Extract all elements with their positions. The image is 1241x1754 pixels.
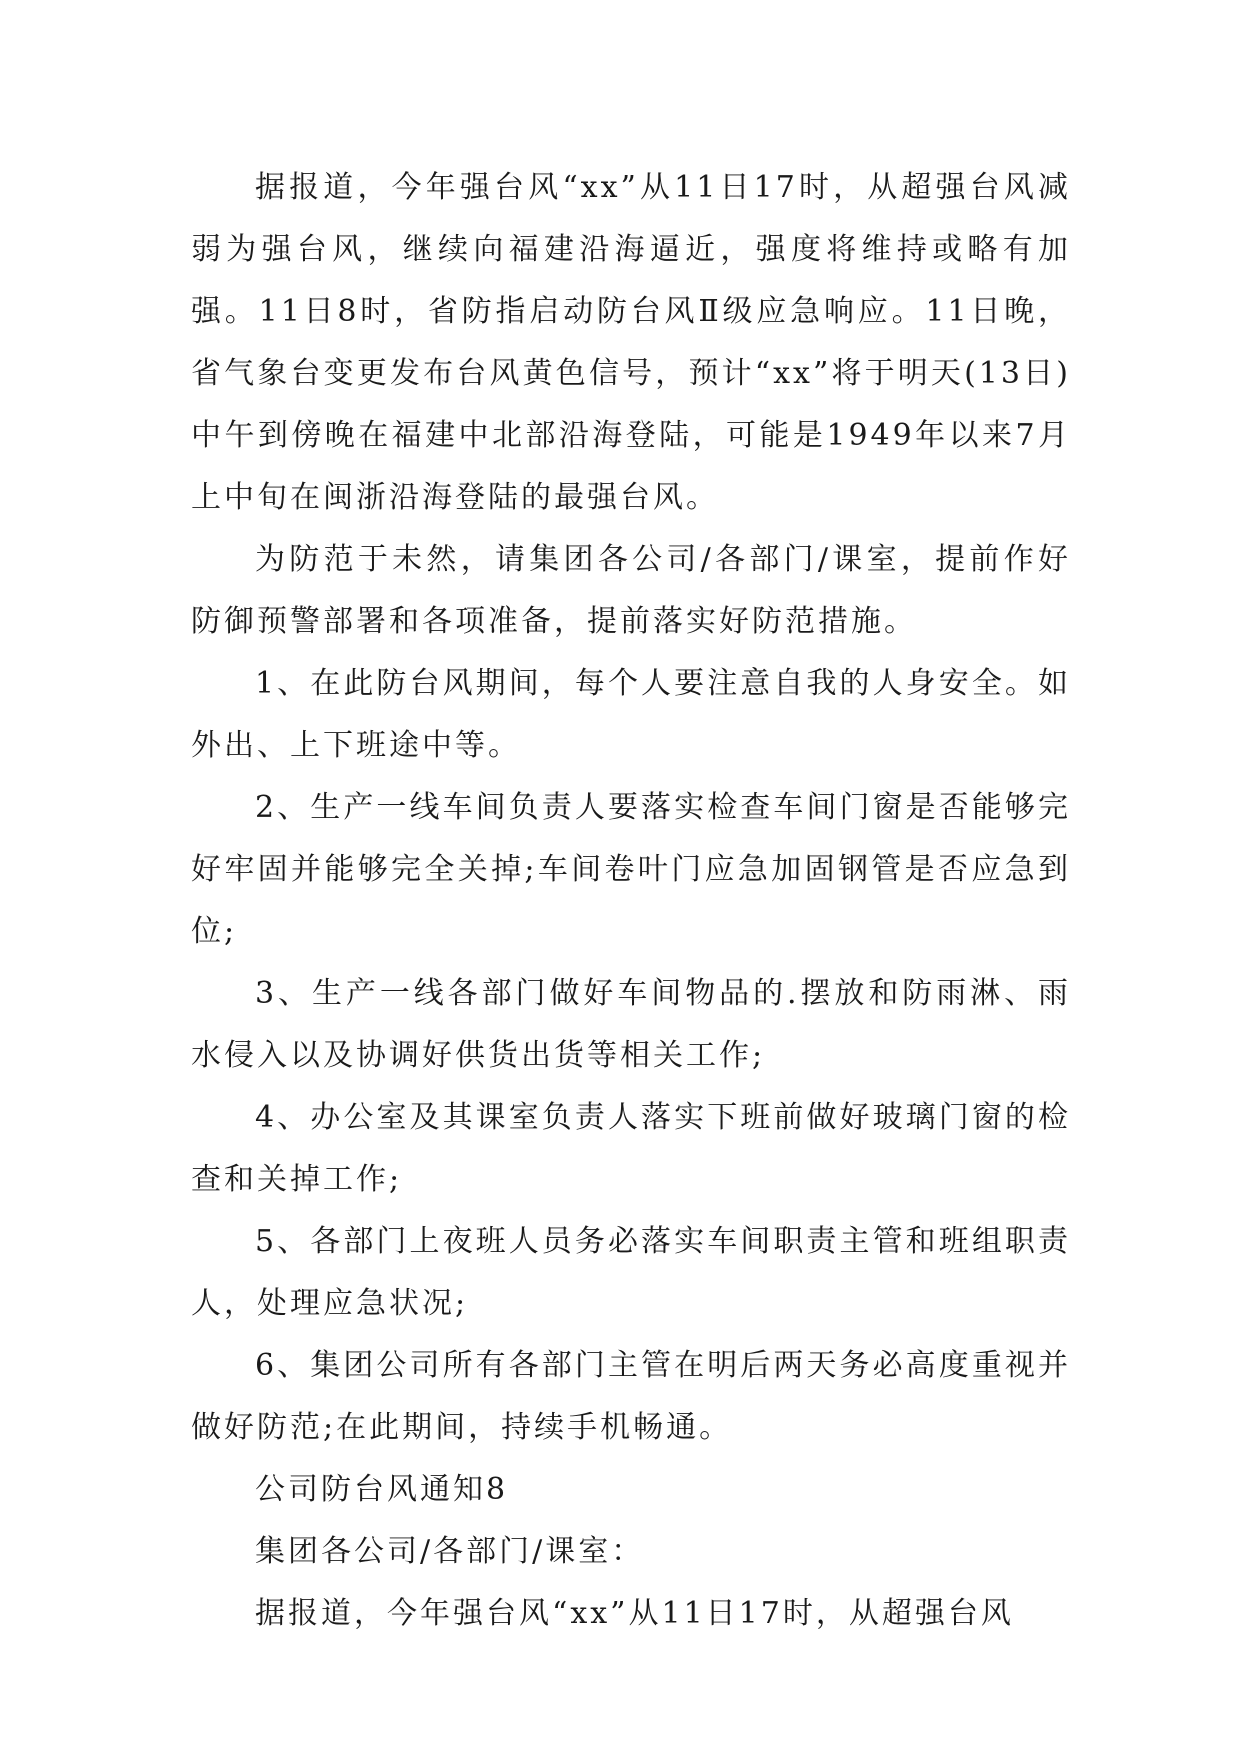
paragraph-item-1: 1、在此防台风期间，每个人要注意自我的人身安全。如外出、上下班途中等。 — [191, 666, 1071, 763]
section-heading: 公司防台风通知8 — [255, 1472, 509, 1507]
salutation: 集团各公司/各部门/课室： — [255, 1534, 645, 1569]
document-body — [191, 157, 1071, 1645]
paragraph-item-4: 4、办公室及其课室负责人落实下班前做好玻璃门窗的检查和关掉工作; — [191, 1100, 1071, 1197]
paragraph-typhoon-report: 据报道，今年强台风“xx”从11日17时，从超强台风减弱为强台风，继续向福建沿海逼近，强度将维持或略有加强。11日8时，省防指启动防台风Ⅱ级应急响应。11日晚，省气象台变更发布台风黄色信号，预计“xx”将于明天(13日)中午到傍晚在福建中北部沿海登陆，可能是1949年以来7月上中旬在闽浙沿海登陆的最强台风。 — [191, 170, 1071, 515]
paragraph-prevention-request: 为防范于未然，请集团各公司/各部门/课室，提前作好防御预警部署和各项准备，提前落实好防范措施。 — [191, 542, 1071, 639]
paragraph-item-6: 6、集团公司所有各部门主管在明后两天务必高度重视并做好防范;在此期间，持续手机畅通。 — [191, 1348, 1071, 1445]
paragraph-item-3: 3、生产一线各部门做好车间物品的.摆放和防雨淋、雨水侵入以及协调好供货出货等相关工作; — [191, 976, 1071, 1073]
paragraph-typhoon-report-repeat: 据报道，今年强台风“xx”从11日17时，从超强台风 — [255, 1596, 1014, 1631]
paragraph-item-2: 2、生产一线车间负责人要落实检查车间门窗是否能够完好牢固并能够完全关掉;车间卷叶门应急加固钢管是否应急到位; — [191, 790, 1071, 949]
paragraph-item-5: 5、各部门上夜班人员务必落实车间职责主管和班组职责人，处理应急状况; — [191, 1224, 1071, 1321]
